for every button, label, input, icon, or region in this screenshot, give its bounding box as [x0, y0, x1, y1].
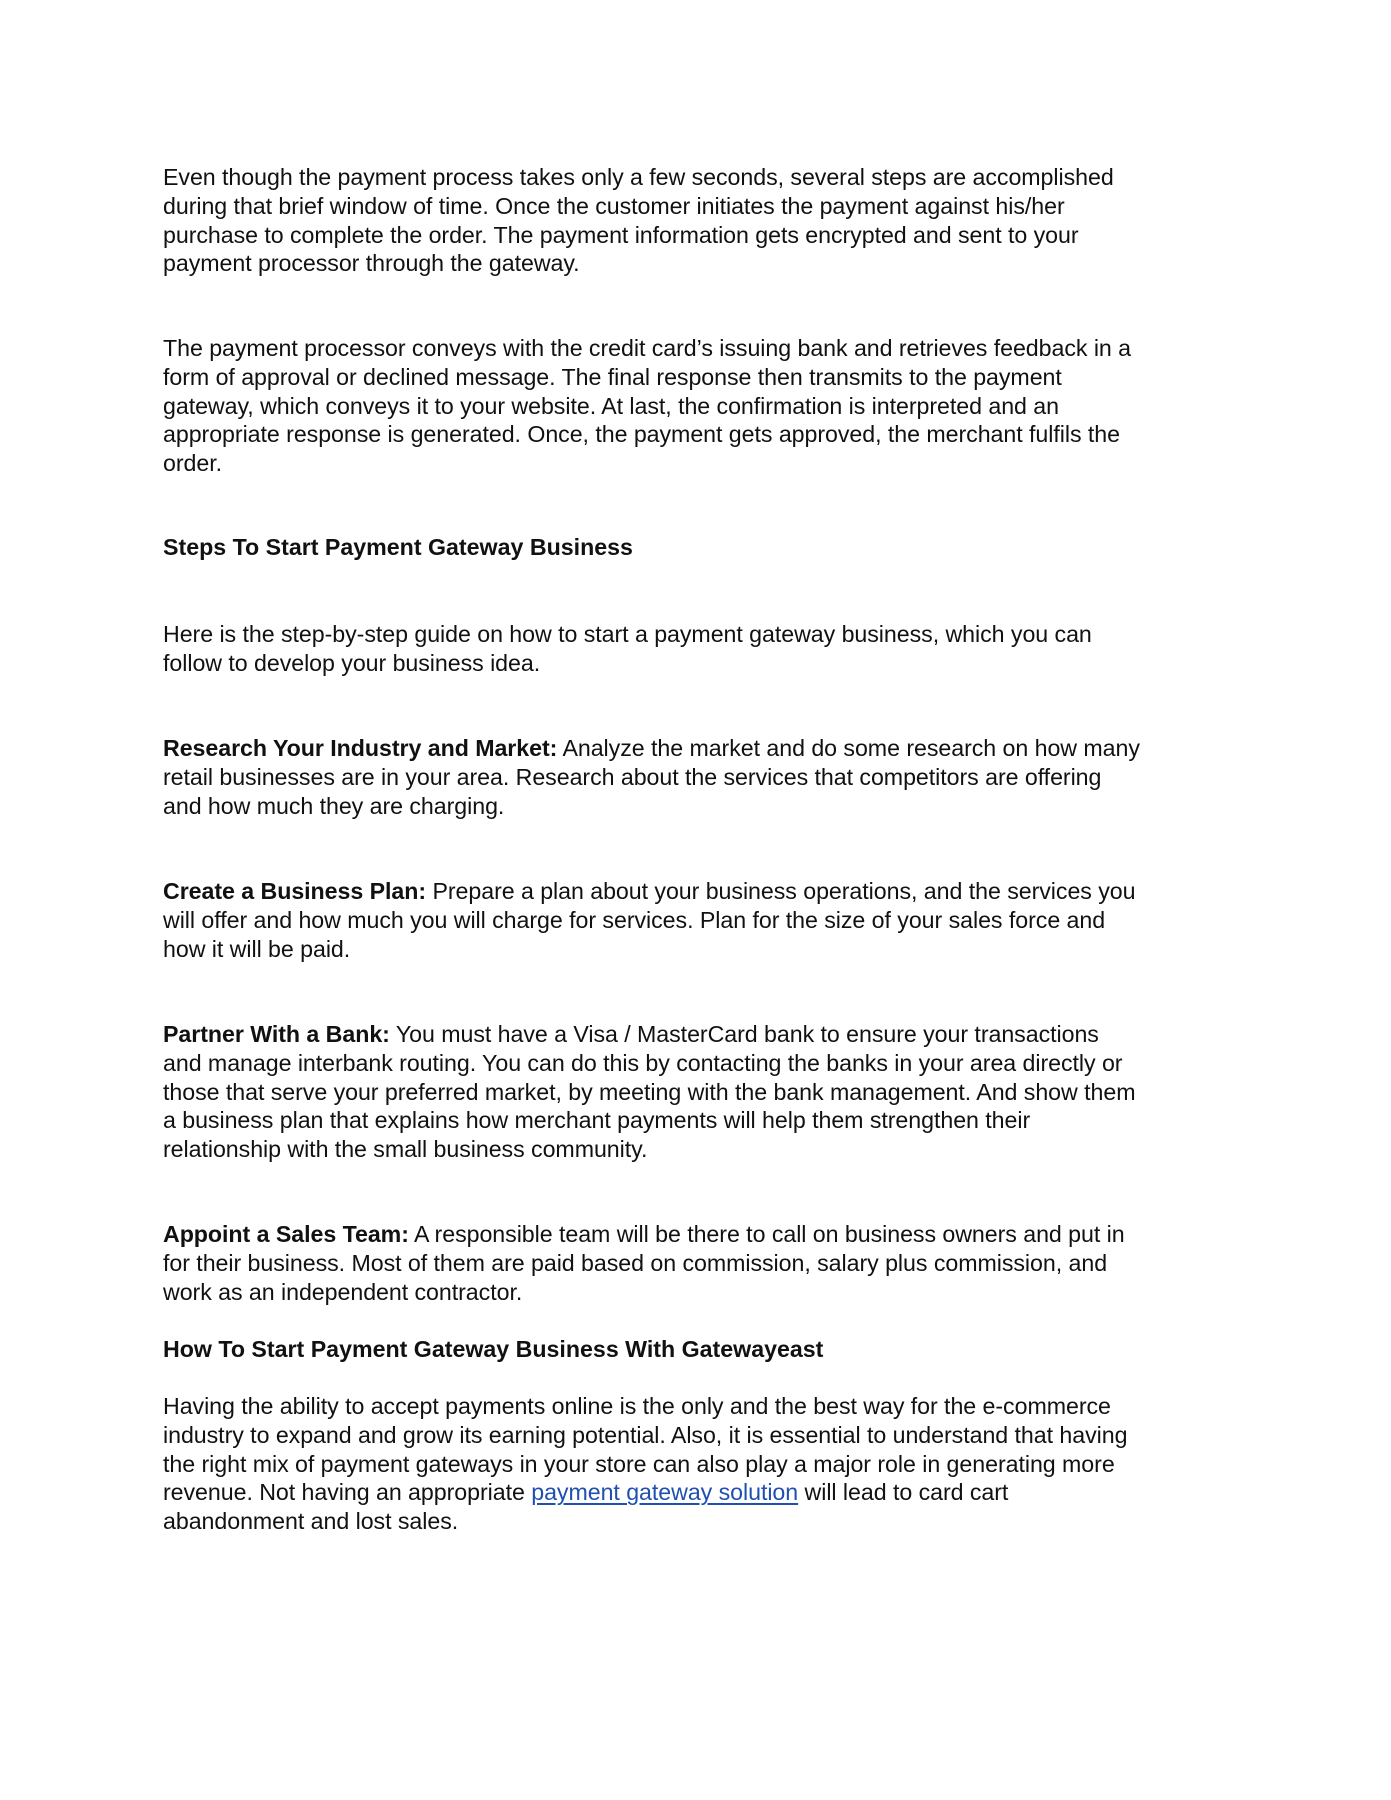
text-line: abandonment and lost sales. [163, 1508, 459, 1535]
text-line: payment processor through the gateway. [163, 250, 580, 277]
text-line [163, 1220, 1243, 1249]
step-title: Research Your Industry and Market: [163, 735, 558, 761]
text-line: relationship with the small business community. [163, 1136, 648, 1163]
text-line: those that serve your preferred market, by meeting with the bank management. And show them [163, 1078, 1136, 1105]
step-title: Partner With a Bank: [163, 1021, 390, 1047]
text-line: and manage interbank routing. You can do this by contacting the banks in your area directly or [163, 1049, 1123, 1076]
paragraph-intro [163, 620, 1243, 678]
text-line: purchase to complete the order. The payment information gets encrypted and sent to your [163, 221, 1079, 248]
step-business-plan [163, 877, 1243, 963]
paragraph-final [163, 1392, 1243, 1536]
payment-gateway-solution-link[interactable]: payment gateway solution [531, 1479, 799, 1506]
text-line: how it will be paid. [163, 935, 351, 962]
text-line: form of approval or declined message. The final response then transmits to the payment [163, 363, 1062, 390]
text-line [163, 1478, 1243, 1507]
step-sales-team [163, 1220, 1243, 1306]
text-line [163, 877, 1243, 906]
text-line: Here is the step-by-step guide on how to start a payment gateway business, which you can [163, 621, 1092, 647]
step-research [163, 734, 1243, 820]
text-line: a business plan that explains how merchant payments will help them strengthen their [163, 1107, 1031, 1134]
text-line: the right mix of payment gateways in your store can also play a major role in generating more [163, 1450, 1115, 1477]
text-before-link: revenue. Not having an appropriate [163, 1479, 532, 1506]
step-title: Appoint a Sales Team: [163, 1221, 409, 1247]
text-after-link: will lead to card cart [798, 1479, 1009, 1506]
text-line: and how much they are charging. [163, 792, 505, 819]
text-line: will offer and how much you will charge for services. Plan for the size of your sales force and [163, 906, 1106, 933]
heading-gatewayeast: How To Start Payment Gateway Business With Gatewayeast [163, 1336, 824, 1362]
text-line: The payment processor conveys with the credit card’s issuing bank and retrieves feedback in a [163, 335, 1132, 361]
text-line: Having the ability to accept payments online is the only and the best way for the e-commerce [163, 1393, 1111, 1419]
paragraph-payment-processor [163, 334, 1243, 478]
text-line: during that brief window of time. Once the customer initiates the payment against his/her [163, 192, 1065, 219]
step-text: A responsible team will be there to call on business owners and put in [408, 1221, 1125, 1247]
text-line [163, 1020, 1243, 1049]
text-line: gateway, which conveys it to your website. At last, the confirmation is interpreted and an [163, 392, 1059, 419]
text-line: follow to develop your business idea. [163, 649, 541, 676]
step-text: Analyze the market and do some research on how many [557, 735, 1140, 761]
heading-steps: Steps To Start Payment Gateway Business [163, 534, 633, 560]
paragraph-payment-process [163, 163, 1243, 278]
text-line: appropriate response is generated. Once, the payment gets approved, the merchant fulfils the [163, 421, 1120, 448]
step-text: Prepare a plan about your business operations, and the services you [426, 878, 1136, 904]
step-text: You must have a Visa / MasterCard bank to ensure your transactions [389, 1021, 1099, 1047]
text-line: industry to expand and grow its earning potential. Also, it is essential to understand that having [163, 1421, 1128, 1448]
text-line: work as an independent contractor. [163, 1278, 523, 1305]
text-line: order. [163, 450, 222, 477]
step-title: Create a Business Plan: [163, 878, 427, 904]
text-line: for their business. Most of them are paid based on commission, salary plus commission, and [163, 1249, 1108, 1276]
step-partner-bank [163, 1020, 1243, 1164]
text-line [163, 734, 1243, 763]
text-line: retail businesses are in your area. Research about the services that competitors are offering [163, 763, 1102, 790]
text-line: Even though the payment process takes only a few seconds, several steps are accomplished [163, 164, 1114, 190]
